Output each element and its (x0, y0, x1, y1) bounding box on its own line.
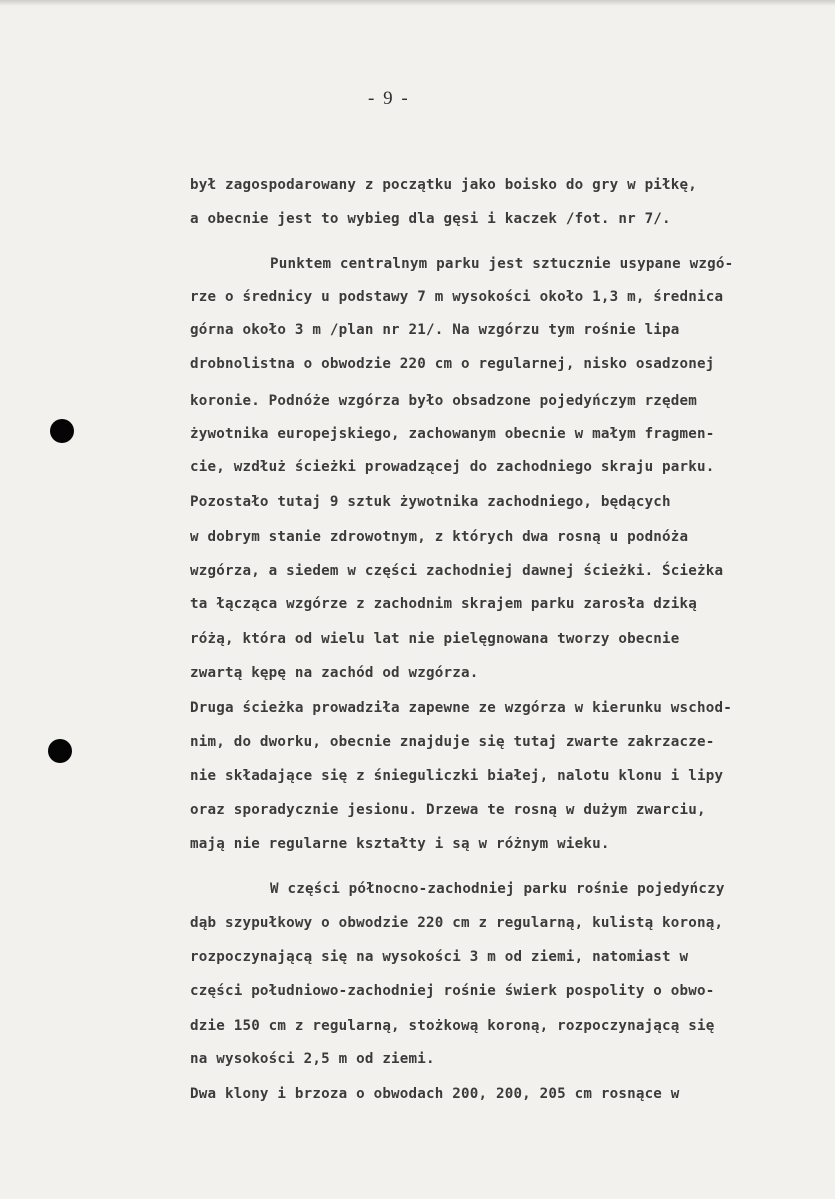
page-number: - 9 - (368, 88, 410, 109)
text-line: mają nie regularne kształty i są w różnym wieku. (190, 836, 610, 852)
text-line: Punktem centralnym parku jest sztucznie usypane wzgó- (270, 256, 734, 272)
text-line: nim, do dworku, obecnie znajduje się tutaj zwarte zakrzacze- (190, 734, 715, 750)
text-line: dzie 150 cm z regularną, stożkową koroną, rozpoczynającą się (190, 1018, 715, 1034)
text-line: W części północno-zachodniej parku rośnie pojedyńczy (270, 881, 725, 897)
text-line: Dwa klony i brzoza o obwodach 200, 200, 205 cm rosnące w (190, 1086, 680, 1102)
punch-hole-lower (48, 739, 72, 763)
text-line: dąb szypułkowy o obwodzie 220 cm z regularną, kulistą koroną, (190, 915, 724, 931)
text-line: części południowo-zachodniej rośnie świerk pospolity o obwo- (190, 983, 715, 999)
text-line: drobnolistna o obwodzie 220 cm o regularnej, nisko osadzonej (190, 356, 715, 372)
text-line: był zagospodarowany z początku jako boisko do gry w piłkę, (190, 177, 698, 193)
text-line: cie, wzdłuż ścieżki prowadzącej do zachodniego skraju parku. (190, 459, 715, 475)
text-line: zwartą kępę na zachód od wzgórza. (190, 665, 479, 681)
text-line: rozpoczynającą się na wysokości 3 m od ziemi, natomiast w (190, 949, 689, 965)
text-line: w dobrym stanie zdrowotnym, z których dwa rosną u podnóża (190, 529, 689, 545)
text-line: na wysokości 2,5 m od ziemi. (190, 1051, 435, 1067)
text-line: nie składające się z śnieguliczki białej, nalotu klonu i lipy (190, 768, 724, 784)
text-line: wzgórza, a siedem w części zachodniej dawnej ścieżki. Ścieżka (190, 563, 724, 579)
punch-hole-upper (50, 419, 74, 443)
text-line: górna około 3 m /plan nr 21/. Na wzgórzu tym rośnie lipa (190, 322, 680, 338)
text-line: rze o średnicy u podstawy 7 m wysokości około 1,3 m, średnica (190, 289, 724, 305)
text-line: różą, która od wielu lat nie pielęgnowana tworzy obecnie (190, 631, 680, 647)
text-line: Pozostało tutaj 9 sztuk żywotnika zachodniego, będących (190, 494, 671, 510)
text-line: ta łącząca wzgórze z zachodnim skrajem parku zarosła dziką (190, 596, 698, 612)
page-top-edge (0, 0, 835, 6)
text-line: a obecnie jest to wybieg dla gęsi i kaczek /fot. nr 7/. (190, 211, 671, 227)
text-line: Druga ścieżka prowadziła zapewne ze wzgórza w kierunku wschod- (190, 700, 732, 716)
text-line: koronie. Podnóże wzgórza było obsadzone pojedyńczym rzędem (190, 393, 698, 409)
text-line: oraz sporadycznie jesionu. Drzewa te rosną w dużym zwarciu, (190, 802, 706, 818)
text-line: żywotnika europejskiego, zachowanym obecnie w małym fragmen- (190, 426, 715, 442)
